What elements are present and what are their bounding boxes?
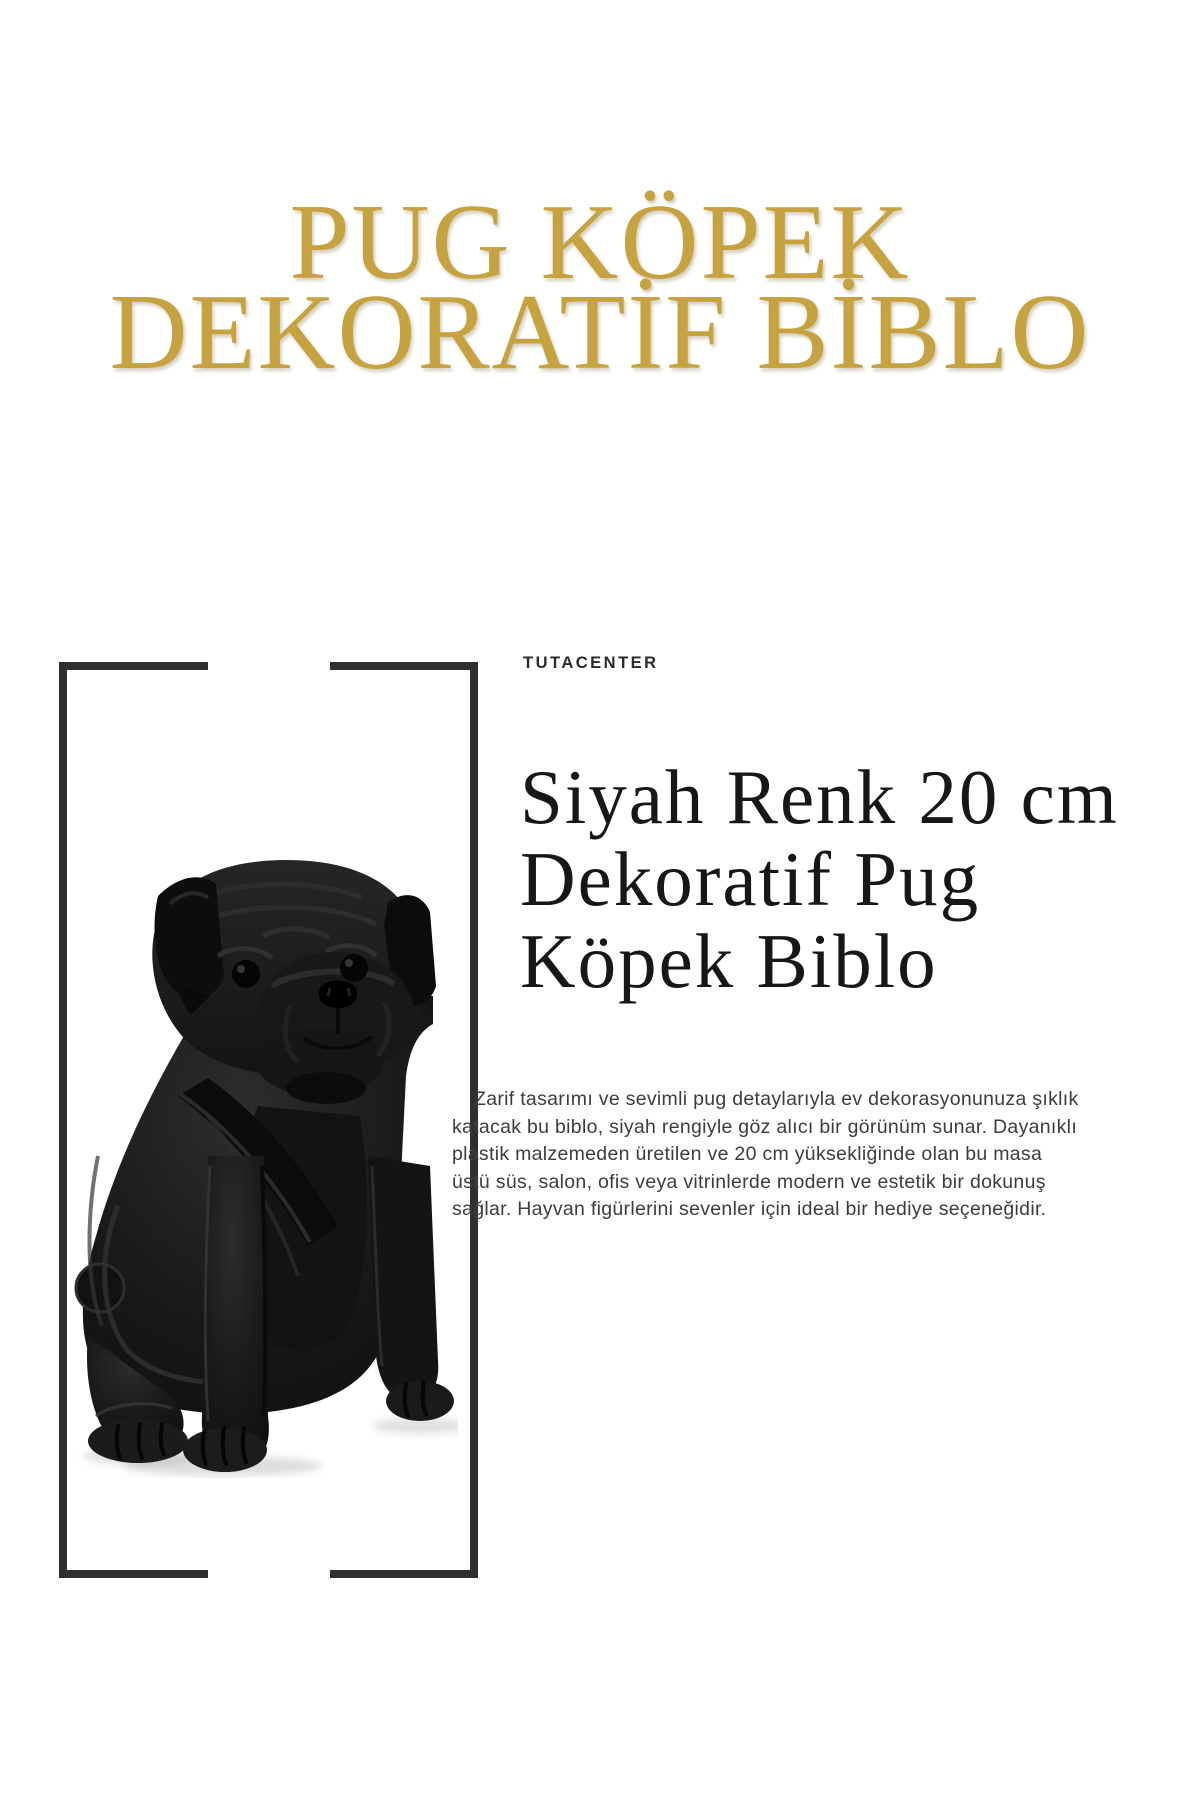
poster-title-line-2: DEKORATİF BİBLO — [109, 273, 1091, 392]
description-line-3: plastik malzemeden üretilen ve 20 cm yüksekliğinde olan bu masa — [452, 1143, 1043, 1165]
heading-line-2: Dekoratif Pug — [520, 836, 981, 922]
poster-title-line-1: PUG KÖPEK — [289, 183, 911, 302]
heading-line-3: Köpek Biblo — [520, 918, 938, 1004]
description-line-1: Zarif tasarımı ve sevimli pug detaylarıyla ev dekorasyonunuza şıklık — [474, 1088, 1079, 1110]
description-line-5: sağlar. Hayvan figürlerini sevenler için ideal bir hediye seçeneğidir. — [452, 1198, 1047, 1220]
product-heading — [520, 756, 1119, 1002]
heading-line-1: Siyah Renk 20 cm — [520, 754, 1119, 840]
description-line-2: katacak bu biblo, siyah rengiyle göz alıcı bir görünüm sunar. Dayanıklı — [452, 1115, 1078, 1138]
pug-figurine-image — [58, 856, 458, 1478]
brand-label: TUTACENTER — [523, 654, 659, 672]
poster-title — [0, 183, 1200, 392]
description-line-4: üstü süs, salon, ofis veya vitrinlerde modern ve estetik bir dokunuş — [452, 1170, 1046, 1193]
product-description — [452, 1086, 1079, 1224]
